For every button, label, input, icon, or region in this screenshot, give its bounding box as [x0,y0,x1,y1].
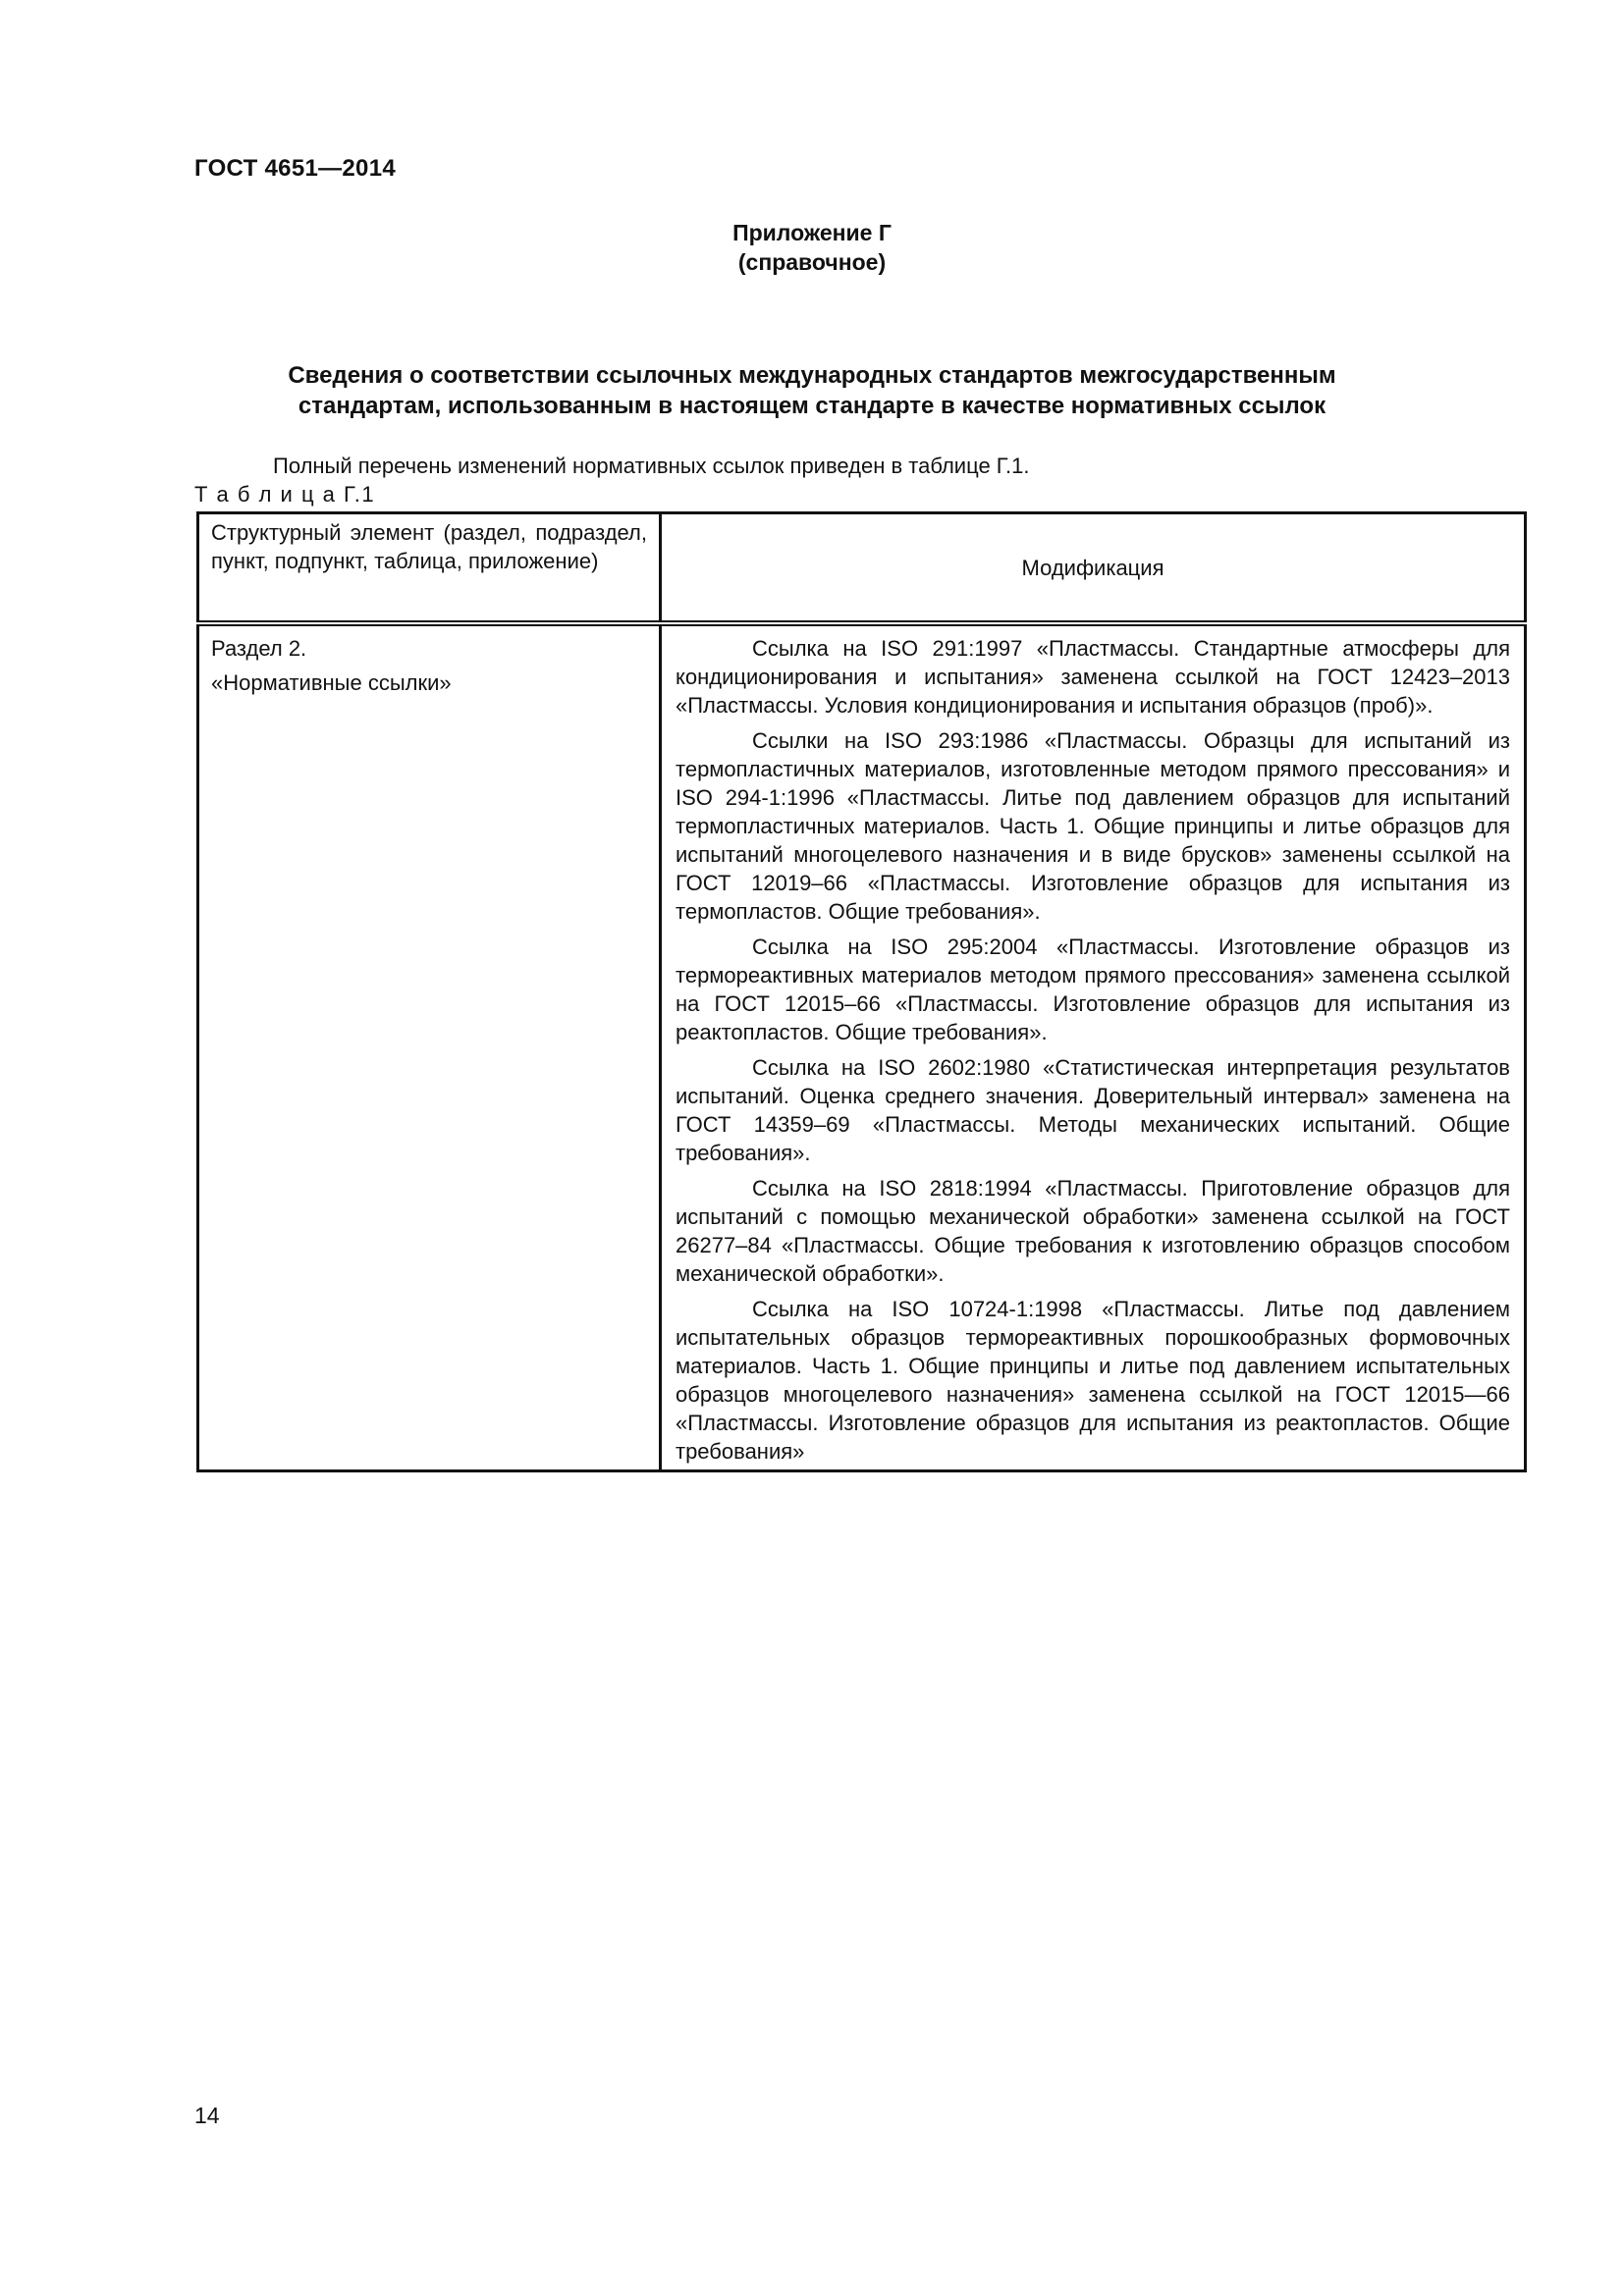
header-structural-element: Структурный элемент (раздел, подраздел, пункт, подпункт, таблица, приложение) [198,513,661,624]
appendix-kind: (справочное) [737,249,887,275]
section-label: Раздел 2. [211,636,307,661]
intro-paragraph: Полный перечень изменений нормативных ссылок приведен в таблице Г.1. [273,454,1030,478]
document-code: ГОСТ 4651—2014 [194,155,397,182]
appendix-heading [0,218,1624,277]
table-header-row [198,513,1526,624]
section-cell [198,623,661,1471]
references-table [196,511,1527,1472]
appendix-title: Приложение Г [732,220,892,245]
modification-paragraph: Ссылка на ISO 295:2004 «Пластмассы. Изготовление образцов из термореактивных материалов методом прямого прессования» заменена ссылкой на ГОСТ 12015–66 «Пластмассы. Изготовление образцов для испытания из реактопластов. Общие требования». [676,934,1510,1044]
document-title-line-2: стандартам, использованным в настоящем стандарте в качестве нормативных ссылок [298,393,1326,419]
page-number: 14 [194,2103,220,2128]
document-title-line-1: Сведения о соответствии ссылочных международных стандартов межгосударственным [288,362,1336,389]
header-modification: Модификация [661,513,1526,624]
section-name: «Нормативные ссылки» [211,670,452,695]
modification-paragraph: Ссылка на ISO 291:1997 «Пластмассы. Стандартные атмосферы для кондиционирования и испытания» заменена ссылкой на ГОСТ 12423–2013 «Пластмассы. Условия кондиционирования и испытания образцов (проб)». [676,636,1510,718]
table-caption: Т а б л и ц а Г.1 [194,482,376,507]
modification-paragraph: Ссылка на ISO 2602:1980 «Статистическая интерпретация результатов испытаний. Оценка среднего значения. Доверительный интервал» заменена на ГОСТ 14359–69 «Пластмассы. Методы механических испытаний. Общие требования». [676,1055,1510,1165]
modification-paragraph: Ссылка на ISO 10724-1:1998 «Пластмассы. Литье под давлением испытательных образцов термореактивных порошкообразных формовочных материалов. Часть 1. Общие принципы и литье под давлением испытательных образцов многоцелевого назначения» заменена ссылкой на ГОСТ 12015—66 «Пластмассы. Изготовление образцов для испытания из реактопластов. Общие требования» [676,1297,1510,1464]
table-row [198,623,1526,1471]
modification-cell [661,623,1526,1471]
references-table-container [196,511,1524,1472]
modification-paragraph: Ссылка на ISO 2818:1994 «Пластмассы. Приготовление образцов для испытаний с помощью механической обработки» заменена ссылкой на ГОСТ 26277–84 «Пластмассы. Общие требования к изготовлению образцов способом механической обработки». [676,1176,1510,1286]
document-title [216,360,1408,421]
modification-paragraph: Ссылки на ISO 293:1986 «Пластмассы. Образцы для испытаний из термопластичных материалов, изготовленные методом прямого прессования» и ISO 294-1:1996 «Пластмассы. Литье под давлением образцов для испытаний термопластичных материалов. Часть 1. Общие принципы и литье образцов для испытаний многоцелевого назначения и в виде брусков» заменены ссылкой на ГОСТ 12019–66 «Пластмассы. Изготовление образцов для испытания из термопластов. Общие требования». [676,728,1510,924]
